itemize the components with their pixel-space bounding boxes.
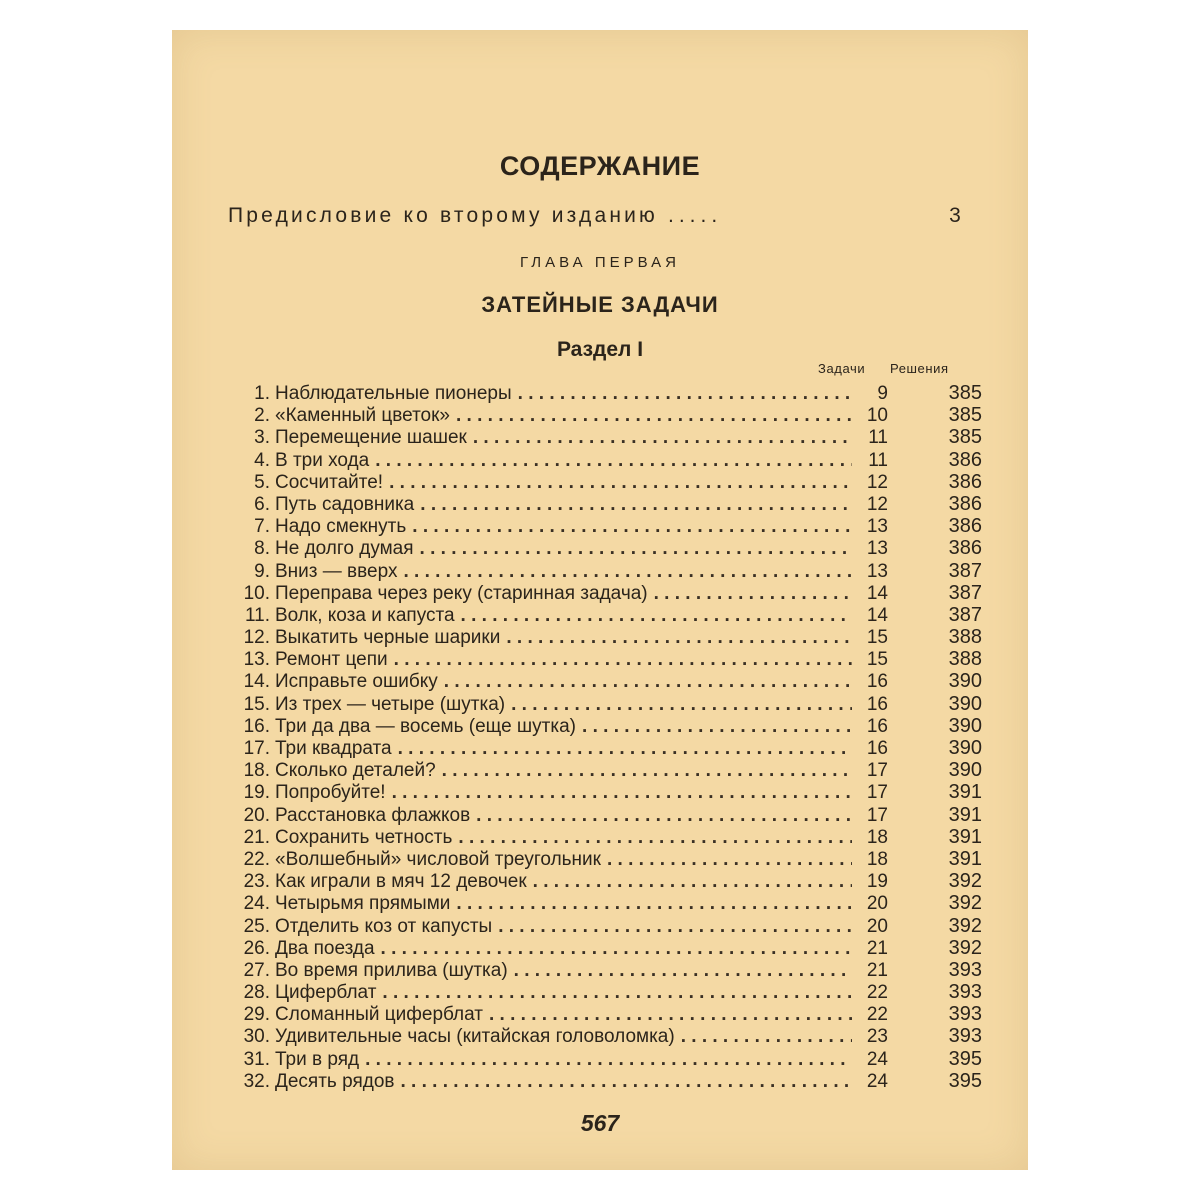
toc-entry-task-page: 14	[866, 604, 888, 626]
toc-entry-solution-page: 395	[948, 1047, 982, 1070]
toc-entry-title: Ремонт цепи	[275, 649, 388, 671]
toc-entry	[232, 870, 982, 892]
toc-entry-task-page: 13	[866, 560, 888, 582]
toc-entry-title: Во время прилива (шутка)	[275, 959, 508, 981]
toc-entry-number: 27.	[243, 959, 270, 981]
toc-entry	[232, 1003, 982, 1025]
toc-entry	[232, 560, 982, 582]
toc-entry	[232, 382, 982, 404]
toc-entry	[232, 826, 982, 848]
toc-entry-title: Отделить коз от капусты	[275, 915, 493, 937]
toc-entry	[232, 737, 982, 759]
toc-entry-task-page: 17	[866, 782, 888, 804]
toc-entry	[232, 604, 982, 626]
toc-entry-task-page: 9	[877, 383, 888, 404]
toc-entry-task-page: 14	[866, 582, 888, 604]
toc-entry	[232, 937, 982, 959]
toc-entry-task-page: 10	[866, 405, 888, 427]
toc-entry-leader	[359, 1049, 852, 1071]
toc-entry-task-page: 18	[866, 848, 888, 870]
toc-entry-solution-page: 393	[948, 958, 982, 981]
toc-entry	[232, 471, 982, 493]
toc-entry-number: 30.	[243, 1026, 270, 1048]
toc-entry	[232, 582, 982, 604]
toc-entry-title: Три в ряд	[275, 1048, 360, 1070]
toc-entry-task-page: 11	[868, 427, 888, 449]
toc-entry	[232, 1070, 982, 1092]
toc-entry-number: 31.	[243, 1048, 270, 1070]
toc-entry-task-page: 19	[866, 871, 888, 893]
toc-entry-solution-page: 386	[948, 448, 982, 471]
toc-entry-solution-page: 392	[948, 914, 982, 937]
toc-entry-solution-page: 387	[948, 581, 982, 604]
toc-entry-leader	[386, 782, 852, 804]
toc-entry-title: Из трех — четыре (шутка)	[275, 693, 506, 715]
toc-entry	[232, 404, 982, 426]
toc-entry-leader	[450, 893, 852, 915]
toc-entry-task-page: 22	[866, 1004, 888, 1026]
toc-list	[232, 382, 982, 1092]
toc-entry-task-page: 15	[866, 627, 888, 649]
preface-page: 3	[949, 204, 964, 227]
toc-entry-leader	[450, 405, 852, 427]
toc-entry-number: 10.	[243, 582, 270, 604]
toc-entry-solution-page: 392	[948, 936, 982, 959]
toc-entry-number: 24.	[243, 893, 270, 915]
toc-entry-leader	[675, 1026, 852, 1048]
toc-entry-solution-page: 392	[948, 892, 982, 915]
toc-entry-leader	[392, 738, 852, 760]
toc-entry-number: 11.	[244, 604, 270, 626]
toc-entry	[232, 715, 982, 737]
toc-entry-number: 7.	[254, 516, 270, 538]
toc-entry-number: 8.	[254, 538, 270, 560]
toc-entry-leader	[467, 427, 852, 449]
toc-entry-number: 14.	[243, 671, 270, 693]
toc-entry-title: Сколько деталей?	[275, 760, 436, 782]
toc-entry-title: Расстановка флажков	[275, 804, 471, 826]
toc-entry-number: 32.	[243, 1070, 270, 1092]
toc-entry-leader	[414, 538, 852, 560]
toc-entry	[232, 759, 982, 781]
toc-entry	[232, 670, 982, 692]
toc-entry-solution-page: 390	[948, 692, 982, 715]
toc-entry-solution-page: 393	[948, 1003, 982, 1026]
toc-entry-solution-page: 387	[948, 559, 982, 582]
toc-entry-title: «Каменный цветок»	[275, 405, 450, 427]
toc-entry	[232, 648, 982, 670]
toc-entry-title: Три да два — восемь (еще шутка)	[275, 715, 577, 737]
toc-entry-task-page: 16	[866, 671, 888, 693]
toc-entry-solution-page: 388	[948, 648, 982, 671]
toc-entry-title: В три хода	[275, 449, 370, 471]
toc-entry-solution-page: 391	[948, 825, 982, 848]
chapter-label: ГЛАВА ПЕРВАЯ	[520, 254, 680, 271]
toc-entry-solution-page: 393	[948, 1025, 982, 1048]
toc-entry-title: Четырьмя прямыми	[275, 893, 451, 915]
toc-entry-task-page: 20	[866, 893, 888, 915]
toc-entry-title: «Волшебный» числовой треугольник	[275, 848, 601, 870]
page-title: СОДЕРЖАНИЕ	[499, 151, 701, 181]
toc-entry-solution-page: 385	[948, 382, 982, 404]
toc-entry	[232, 1025, 982, 1047]
toc-entry-number: 28.	[243, 982, 270, 1004]
toc-entry-solution-page: 391	[948, 781, 982, 804]
toc-entry-title: Надо смекнуть	[275, 516, 407, 538]
toc-entry-number: 25.	[243, 915, 270, 937]
toc-entry-leader	[512, 383, 852, 405]
toc-entry-leader	[576, 716, 852, 738]
toc-entry	[232, 804, 982, 826]
toc-entry-task-page: 13	[866, 538, 888, 560]
toc-entry-number: 5.	[254, 471, 270, 493]
toc-entry-task-page: 20	[866, 915, 888, 937]
toc-entry-title: Не долго думая	[275, 538, 414, 560]
toc-entry-leader	[601, 849, 852, 871]
toc-entry-task-page: 17	[866, 804, 888, 826]
toc-entry-number: 18.	[243, 760, 270, 782]
toc-entry-title: Удивительные часы (китайская головоломка)	[275, 1026, 675, 1048]
toc-entry-title: Сломанный циферблат	[275, 1004, 483, 1026]
toc-entry-number: 13.	[243, 649, 270, 671]
toc-entry-number: 6.	[254, 493, 270, 515]
toc-entry	[232, 449, 982, 471]
toc-entry	[232, 981, 982, 1003]
toc-entry-number: 23.	[243, 871, 270, 893]
toc-entry-leader	[376, 982, 852, 1004]
toc-entry-solution-page: 390	[948, 714, 982, 737]
toc-entry-leader	[414, 494, 852, 516]
toc-entry-task-page: 22	[866, 982, 888, 1004]
toc-entry-leader	[648, 583, 852, 605]
toc-entry-solution-page: 387	[948, 603, 982, 626]
toc-entry-solution-page: 390	[948, 759, 982, 782]
preface-entry	[228, 204, 964, 228]
toc-entry-title: Перемещение шашек	[275, 427, 467, 449]
chapter-title: ЗАТЕЙНЫЕ ЗАДАЧИ	[481, 292, 719, 317]
toc-entry-number: 22.	[243, 848, 270, 870]
toc-entry-leader	[406, 516, 852, 538]
toc-entry-leader	[500, 627, 852, 649]
toc-entry	[232, 1048, 982, 1070]
toc-entry-number: 9.	[254, 560, 270, 582]
toc-entry-number: 17.	[243, 738, 270, 759]
toc-entry-task-page: 12	[866, 493, 888, 515]
toc-entry-leader	[452, 827, 852, 849]
column-header-solutions: Решения	[890, 361, 949, 376]
toc-entry	[232, 693, 982, 715]
toc-entry-title: Переправа через реку (старинная задача)	[275, 582, 648, 604]
toc-entry-task-page: 21	[866, 937, 888, 959]
toc-entry-solution-page: 391	[948, 803, 982, 826]
toc-entry-task-page: 21	[866, 959, 888, 981]
toc-entry-title: Сохранить четность	[275, 826, 453, 848]
toc-entry-leader	[383, 472, 852, 494]
toc-entry-solution-page: 391	[948, 847, 982, 870]
toc-entry-leader	[527, 871, 852, 893]
toc-entry	[232, 915, 982, 937]
toc-entry-title: Два поезда	[275, 937, 375, 959]
toc-entry	[232, 537, 982, 559]
toc-entry-number: 2.	[254, 405, 270, 427]
toc-entry-task-page: 15	[866, 649, 888, 671]
toc-entry-leader	[436, 760, 852, 782]
toc-entry-number: 12.	[243, 627, 270, 649]
toc-entry-task-page: 18	[866, 826, 888, 848]
toc-entry-number: 1.	[254, 383, 270, 404]
toc-entry-task-page: 11	[868, 449, 888, 471]
toc-entry-title: Выкатить черные шарики	[275, 627, 501, 649]
toc-entry-leader	[388, 649, 852, 671]
toc-entry	[232, 493, 982, 515]
column-header-tasks: Задачи	[818, 361, 866, 376]
toc-entry-leader	[369, 450, 852, 472]
toc-entry-solution-page: 390	[948, 737, 982, 759]
toc-entry	[232, 848, 982, 870]
toc-entry-title: Как играли в мяч 12 девочек	[275, 871, 527, 893]
book-page	[172, 30, 1028, 1170]
toc-entry-task-page: 24	[866, 1048, 888, 1070]
toc-entry-task-page: 17	[866, 760, 888, 782]
toc-entry-solution-page: 395	[948, 1069, 982, 1092]
toc-entry-leader	[395, 1071, 853, 1093]
toc-entry-title: Сосчитайте!	[275, 471, 384, 493]
toc-entry	[232, 781, 982, 803]
toc-entry	[232, 626, 982, 648]
toc-entry	[232, 892, 982, 914]
toc-entry-number: 15.	[243, 693, 270, 715]
toc-entry-task-page: 13	[866, 516, 888, 538]
toc-entry-number: 3.	[254, 427, 270, 449]
toc-entry-leader	[438, 671, 852, 693]
toc-entry-number: 29.	[243, 1004, 270, 1026]
toc-entry-leader	[505, 694, 852, 716]
section-title: Раздел I	[556, 338, 644, 361]
toc-entry-leader	[483, 1004, 852, 1026]
toc-entry-solution-page: 393	[948, 981, 982, 1004]
toc-entry-solution-page: 388	[948, 626, 982, 649]
toc-entry-leader	[455, 605, 852, 627]
toc-entry-task-page: 16	[866, 715, 888, 737]
toc-entry-number: 20.	[243, 804, 270, 826]
toc-entry-title: Десять рядов	[275, 1070, 395, 1092]
toc-entry-number: 4.	[254, 449, 270, 471]
toc-entry-number: 21.	[243, 826, 270, 848]
preface-leader: .....	[668, 204, 723, 227]
toc-entry-title: Наблюдательные пионеры	[275, 383, 512, 404]
toc-entry-number: 16.	[243, 715, 270, 737]
toc-entry-leader	[470, 805, 852, 827]
toc-entry-solution-page: 392	[948, 870, 982, 893]
toc-entry-task-page: 23	[866, 1026, 888, 1048]
toc-entry-task-page: 16	[866, 693, 888, 715]
toc-entry-solution-page: 386	[948, 470, 982, 493]
toc-entry-leader	[375, 938, 852, 960]
toc-entry-task-page: 12	[866, 471, 888, 493]
toc-entry-number: 19.	[243, 782, 270, 804]
toc-entry-title: Попробуйте!	[275, 782, 386, 804]
toc-entry-solution-page: 390	[948, 670, 982, 693]
toc-entry-solution-page: 386	[948, 537, 982, 560]
toc-entry-task-page: 16	[866, 738, 888, 759]
toc-entry-title: Три квадрата	[275, 738, 392, 759]
toc-entry-number: 26.	[243, 937, 270, 959]
toc-entry-title: Путь садовника	[275, 493, 415, 515]
toc-entry-solution-page: 386	[948, 492, 982, 515]
toc-entry-title: Волк, коза и капуста	[275, 604, 455, 626]
toc-entry	[232, 515, 982, 537]
toc-entry-solution-page: 385	[948, 426, 982, 449]
toc-entry-solution-page: 385	[948, 404, 982, 427]
page-number: 567	[580, 1110, 620, 1136]
preface-title: Предисловие ко второму изданию	[228, 204, 659, 227]
toc-entry-title: Циферблат	[275, 982, 377, 1004]
toc-entry-leader	[397, 561, 852, 583]
toc-entry-leader	[492, 916, 852, 938]
toc-entry-solution-page: 386	[948, 515, 982, 538]
toc-entry-title: Исправьте ошибку	[275, 671, 438, 693]
toc-entry	[232, 959, 982, 981]
toc-entry-title: Вниз — вверх	[275, 560, 398, 582]
toc-entry-leader	[508, 960, 852, 982]
toc-entry	[232, 426, 982, 448]
toc-entry-task-page: 24	[866, 1070, 888, 1092]
